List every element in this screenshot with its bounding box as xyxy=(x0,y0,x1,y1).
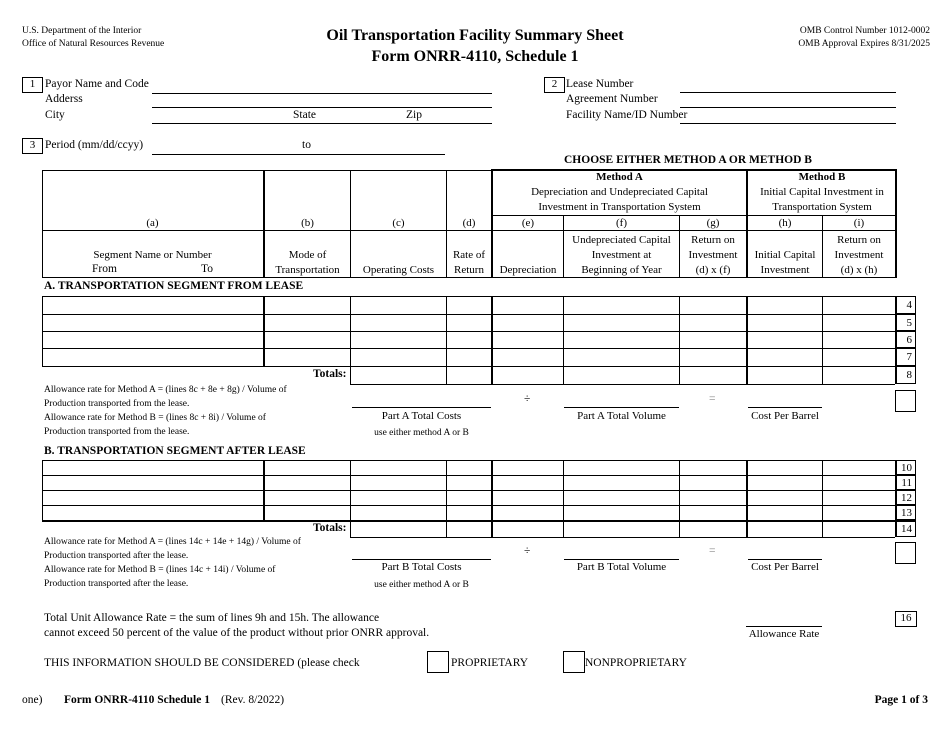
section-a-col-gh xyxy=(746,296,748,384)
section-b-row-rule-1 xyxy=(42,475,916,476)
nonproprietary-label: NONPROPRIETARY xyxy=(585,657,687,669)
section-a-rate-a-1: Allowance rate for Method A = (lines 8c + 8e + 8g) / Volume of xyxy=(44,385,287,395)
line-number-5: 5 xyxy=(895,315,916,331)
agreement-number-label: Agreement Number xyxy=(566,93,658,105)
part-b-divide-sign: ÷ xyxy=(524,545,531,557)
section-a-col-ab xyxy=(263,296,265,366)
part-b-total-volume-field[interactable] xyxy=(564,545,679,560)
section-b-title: B. TRANSPORTATION SEGMENT AFTER LEASE xyxy=(44,445,306,457)
col-letter-g: (g) xyxy=(706,217,720,229)
col-head-g-0: Return on xyxy=(691,234,735,246)
section-a-row-rule-2 xyxy=(42,331,916,332)
line-number-4: 4 xyxy=(895,297,916,314)
col-letter-f: (f) xyxy=(616,217,627,229)
line-number-12: 12 xyxy=(895,491,916,505)
line-number-13: 13 xyxy=(895,506,916,520)
section-a-col-ef xyxy=(563,296,564,384)
part-b-total-costs-label: Part B Total Costs xyxy=(381,561,462,573)
col-head-to: To xyxy=(201,263,213,275)
part-a-total-costs-field[interactable] xyxy=(352,393,491,408)
choose-method-label: CHOOSE EITHER METHOD A OR METHOD B xyxy=(564,154,812,166)
section-b-col-bc xyxy=(350,460,351,537)
item-number-3: 3 xyxy=(22,138,43,154)
proprietary-label: PROPRIETARY xyxy=(451,657,529,669)
section-a-row-rule-3 xyxy=(42,348,916,349)
dept-line-1: U.S. Department of the Interior xyxy=(22,26,142,36)
section-a-col-fg xyxy=(679,296,680,384)
method-b-title: Method B xyxy=(798,171,846,183)
section-a-rate-b-2: Production transported from the lease. xyxy=(44,427,190,437)
line-number-10: 10 xyxy=(895,461,916,475)
consider-one: one) xyxy=(22,694,43,706)
section-b-col-ef xyxy=(563,460,564,537)
total-unit-line-1: Total Unit Allowance Rate = the sum of lines 9h and 15h. The allowance xyxy=(44,612,380,624)
part-a-total-volume-label: Part A Total Volume xyxy=(577,410,666,422)
line-9-box[interactable] xyxy=(895,390,916,412)
method-b-desc-2: Transportation System xyxy=(772,201,872,213)
method-b-desc-1: Initial Capital Investment in xyxy=(760,186,884,198)
col-head-d-1: Rate of xyxy=(452,249,486,261)
section-a-row-rule-1 xyxy=(42,314,916,315)
zip-label: Zip xyxy=(406,109,422,121)
section-b-col-gh xyxy=(746,460,748,537)
col-head-a: Segment Name or Number xyxy=(93,249,212,261)
part-b-use-either: use either method A or B xyxy=(374,580,469,590)
part-b-cost-per-barrel-label: Cost Per Barrel xyxy=(751,561,819,573)
lease-number-field[interactable] xyxy=(680,77,896,93)
section-b-row-rule-2 xyxy=(42,490,916,491)
lease-number-label: Lease Number xyxy=(566,78,634,90)
nonproprietary-checkbox[interactable] xyxy=(563,651,585,673)
section-a-totals-label: Totals: xyxy=(313,368,347,380)
address-label: Adderss xyxy=(45,93,83,105)
part-b-total-costs-field[interactable] xyxy=(352,545,491,560)
section-b-top-rule xyxy=(42,460,916,461)
section-a-col-cd xyxy=(446,296,447,384)
part-b-cost-per-barrel-field[interactable] xyxy=(748,545,822,560)
agreement-number-field[interactable] xyxy=(680,93,896,108)
col-letter-b: (b) xyxy=(301,217,314,229)
omb-control-number: OMB Control Number 1012-0002 xyxy=(799,26,930,36)
allowance-rate-label: Allowance Rate xyxy=(748,628,820,640)
city-label: City xyxy=(45,109,65,121)
section-b-col-ab xyxy=(263,460,265,521)
proprietary-checkbox[interactable] xyxy=(427,651,449,673)
line-15-box[interactable] xyxy=(895,542,916,564)
col-head-e: Depreciation xyxy=(499,264,557,276)
dept-line-2: Office of Natural Resources Revenue xyxy=(22,39,165,49)
section-b-col-fg xyxy=(679,460,680,537)
line-number-7: 7 xyxy=(895,349,916,366)
section-a-col-bc xyxy=(350,296,351,384)
col-head-c: Operating Costs xyxy=(362,264,435,276)
section-a-row-rule-4 xyxy=(42,366,916,367)
part-a-cost-per-barrel-label: Cost Per Barrel xyxy=(751,410,819,422)
footer-form-name: Form ONRR-4110 Schedule 1 xyxy=(64,694,210,706)
table-top-rule xyxy=(42,170,492,171)
col-head-f-1: Investment at xyxy=(591,249,652,261)
facility-field[interactable] xyxy=(680,109,896,124)
col-head-f-0: Undepreciated Capital xyxy=(572,234,671,246)
section-b-rate-b-1: Allowance rate for Method B = (lines 14c + 14i) / Volume of xyxy=(44,565,276,575)
line-number-8: 8 xyxy=(895,367,916,384)
address-field[interactable] xyxy=(152,93,492,108)
allowance-rate-field[interactable] xyxy=(746,612,822,627)
col-head-from: From xyxy=(92,263,117,275)
form-subtitle: Form ONRR-4110, Schedule 1 xyxy=(371,48,579,65)
line-number-16: 16 xyxy=(895,611,917,627)
line-number-11: 11 xyxy=(895,476,916,490)
section-b-col-left xyxy=(42,460,43,521)
state-label: State xyxy=(293,109,316,121)
part-a-equals-sign: = xyxy=(709,393,716,405)
section-a-rate-a-2: Production transported from the lease. xyxy=(44,399,190,409)
item-number-1: 1 xyxy=(22,77,43,93)
col-letter-e: (e) xyxy=(521,217,535,229)
section-b-col-cd xyxy=(446,460,447,537)
part-a-total-volume-field[interactable] xyxy=(564,393,679,408)
col-letter-h: (h) xyxy=(778,217,792,229)
footer-page-number: Page 1 of 3 xyxy=(874,694,928,706)
section-b-rate-a-2: Production transported after the lease. xyxy=(44,551,189,561)
section-a-top-rule xyxy=(42,296,916,297)
section-b-rate-a-1: Allowance rate for Method A = (lines 14c + 14e + 14g) / Volume of xyxy=(44,537,301,547)
method-a-desc-2: Investment in Transportation System xyxy=(538,201,701,213)
col-letter-d: (d) xyxy=(462,217,476,229)
col-head-b-2: Transportation xyxy=(275,264,340,276)
period-label: Period (mm/dd/ccyy) xyxy=(45,139,144,151)
section-a-col-left xyxy=(42,296,43,366)
col-head-h-2: Investment xyxy=(760,264,810,276)
section-a-rate-b-1: Allowance rate for Method B = (lines 8c + 8i) / Volume of xyxy=(44,413,266,423)
section-a-totals-rule xyxy=(350,384,895,385)
line-number-6: 6 xyxy=(895,332,916,348)
section-b-row-rule-3 xyxy=(42,505,916,506)
period-to-label: to xyxy=(302,139,311,151)
consider-text: THIS INFORMATION SHOULD BE CONSIDERED (please check xyxy=(44,657,360,669)
col-head-g-2: (d) x (f) xyxy=(695,264,731,276)
col-letter-i: (i) xyxy=(853,217,865,229)
col-head-f-2: Beginning of Year xyxy=(581,264,662,276)
col-head-d-2: Return xyxy=(454,264,484,276)
section-a-col-hi xyxy=(822,296,823,384)
part-b-total-volume-label: Part B Total Volume xyxy=(576,561,667,573)
period-field[interactable] xyxy=(152,138,445,155)
footer-revision: (Rev. 8/2022) xyxy=(221,694,285,706)
total-unit-line-2: cannot exceed 50 percent of the value of the product without prior ONRR approval. xyxy=(44,627,430,639)
part-a-divide-sign: ÷ xyxy=(524,393,531,405)
section-b-totals-label: Totals: xyxy=(313,522,347,534)
col-head-g-1: Investment xyxy=(688,249,738,261)
method-a-desc-1: Depreciation and Undepreciated Capital xyxy=(531,186,708,198)
col-head-b-1: Mode of xyxy=(288,249,327,261)
method-a-title: Method A xyxy=(596,171,643,183)
part-a-cost-per-barrel-field[interactable] xyxy=(748,393,822,408)
form-title: Oil Transportation Facility Summary Sheet xyxy=(326,27,624,44)
col-letter-a: (a) xyxy=(146,217,159,229)
section-b-row-rule-4 xyxy=(42,520,916,522)
payor-name-label: Payor Name and Code xyxy=(45,78,149,90)
part-a-total-costs-label: Part A Total Costs xyxy=(381,410,462,422)
section-b-col-hi xyxy=(822,460,823,537)
section-a-col-de xyxy=(491,296,493,384)
col-head-i-1: Investment xyxy=(834,249,884,261)
omb-expiration: OMB Approval Expires 8/31/2025 xyxy=(798,39,930,49)
city-state-zip-field[interactable] xyxy=(152,109,492,124)
section-b-col-de xyxy=(491,460,493,537)
part-a-use-either: use either method A or B xyxy=(374,428,469,438)
facility-label: Facility Name/ID Number xyxy=(566,109,688,121)
part-b-equals-sign: = xyxy=(709,545,716,557)
line-number-14: 14 xyxy=(895,522,916,537)
col-head-i-0: Return on xyxy=(837,234,881,246)
section-b-totals-rule xyxy=(350,537,895,538)
item-number-2: 2 xyxy=(544,77,565,93)
section-b-rate-b-2: Production transported after the lease. xyxy=(44,579,189,589)
payor-name-field[interactable] xyxy=(152,77,492,94)
col-letter-c: (c) xyxy=(392,217,405,229)
col-head-i-2: (d) x (h) xyxy=(840,264,878,276)
section-a-title: A. TRANSPORTATION SEGMENT FROM LEASE xyxy=(44,280,304,292)
col-head-h-1: Initial Capital xyxy=(754,249,816,261)
